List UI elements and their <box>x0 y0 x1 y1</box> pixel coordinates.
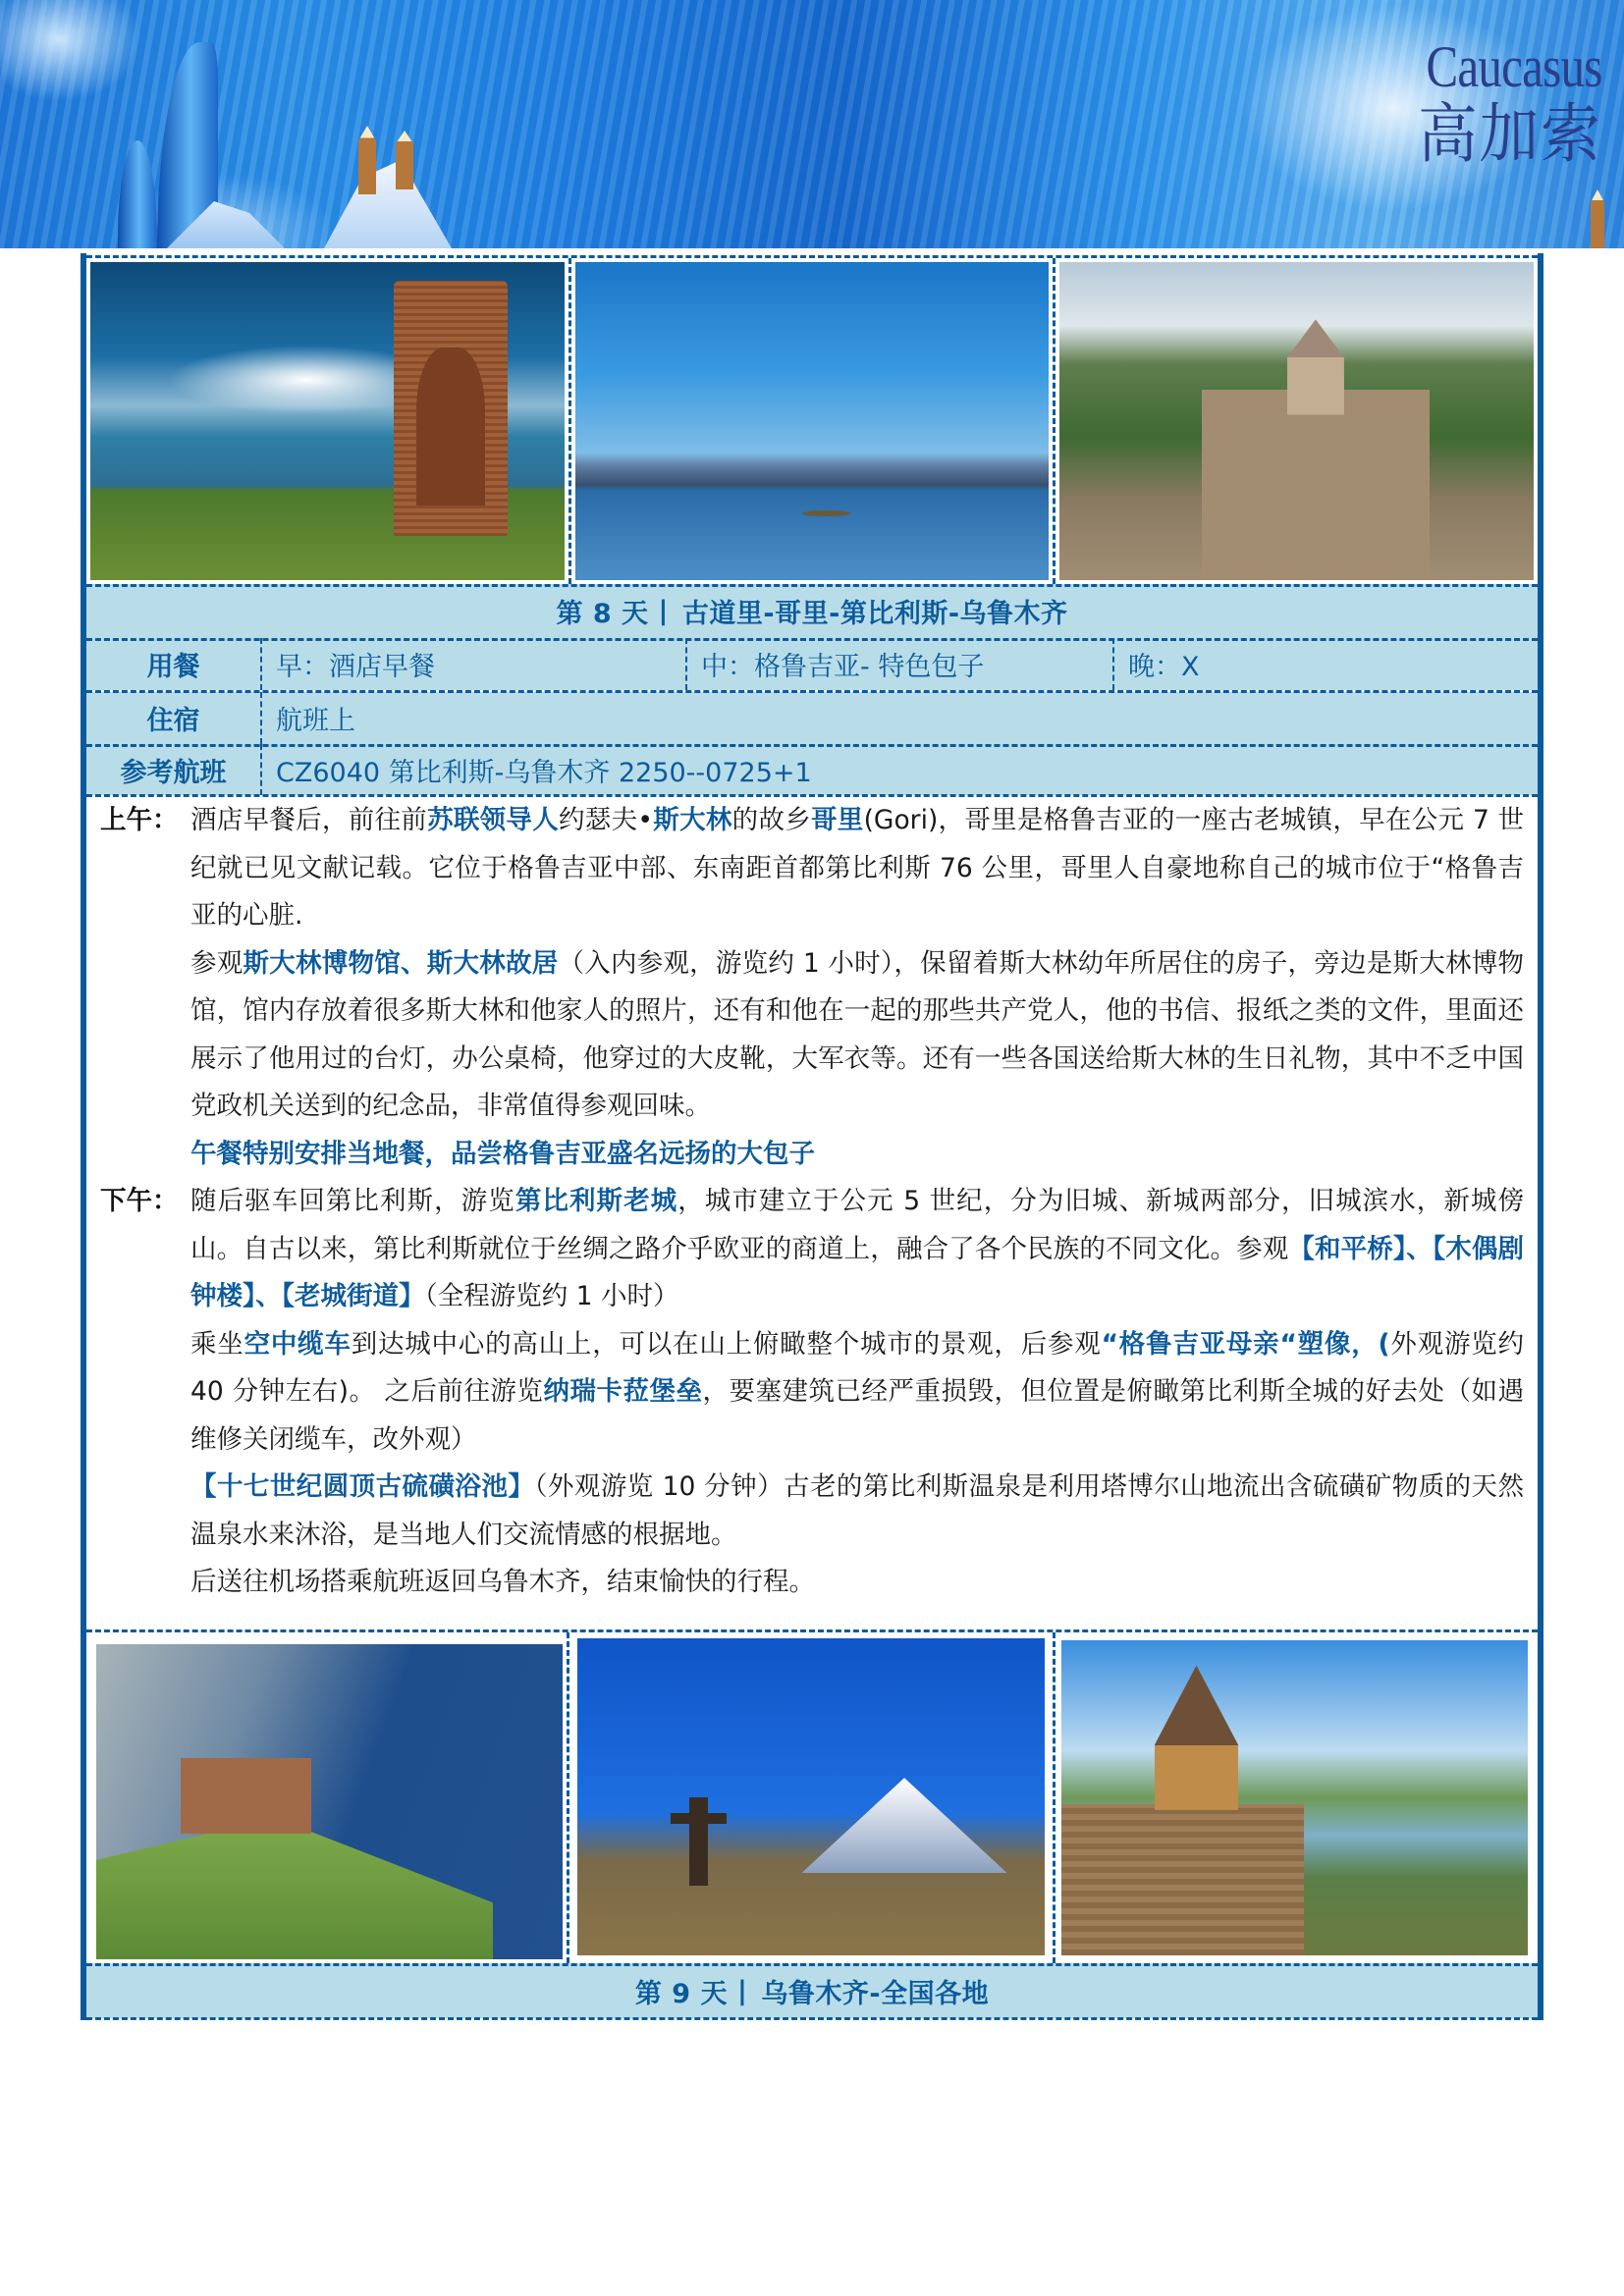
highlight-stalin: 斯大林 <box>653 805 732 835</box>
title-separator: | <box>658 596 669 626</box>
day9-route: 乌鲁木齐-全国各地 <box>761 1978 990 2009</box>
photo-cell <box>86 1632 567 1963</box>
morning-section <box>100 797 1524 1178</box>
day9-title <box>86 1963 1538 2018</box>
day9-title-bar <box>86 1963 1538 2018</box>
flight-row <box>86 744 1538 795</box>
afternoon-paragraph-1 <box>190 1178 1524 1321</box>
header-banner <box>0 0 1624 248</box>
breakfast-cell: 早：酒店早餐 <box>262 638 687 690</box>
lunch-cell: 中：格鲁吉亚- 特色包子 <box>687 638 1114 690</box>
meals-label: 用餐 <box>86 638 262 690</box>
banner-title-zh: 高加索 <box>1418 96 1602 172</box>
highlight-tbilisi-old-town: 第比利斯老城 <box>514 1186 678 1216</box>
flight-value: CZ6040 第比利斯-乌鲁木齐 2250--0725+1 <box>276 757 812 788</box>
flight-label: 参考航班 <box>86 744 262 795</box>
dinner-cell: 晚：X <box>1128 652 1200 682</box>
lodging-row <box>86 692 1538 744</box>
highlight-sulfur-baths: 【十七世纪圆顶古硫磺浴池】 <box>190 1471 535 1502</box>
itinerary-frame <box>81 253 1543 2020</box>
divider <box>86 690 1538 693</box>
text-run: 到达城中心的高山上，可以在山上俯瞰整个城市的景观，后参观 <box>351 1328 1102 1360</box>
church-spire-image <box>396 131 413 189</box>
top-photo-row <box>86 258 1538 584</box>
text-run: 随后驱车回第比利斯，游览 <box>190 1186 515 1216</box>
itinerary-body <box>100 797 1524 1607</box>
church-spire-image <box>358 126 376 194</box>
day8-route: 古道里-哥里-第比利斯-乌鲁木齐 <box>681 599 1068 629</box>
gergeti-church-photo <box>96 1644 563 1959</box>
highlight-sights: 【和平桥】、【木偶剧钟楼】、【老城街道】 <box>190 1233 1525 1311</box>
morning-paragraph-1 <box>190 797 1524 940</box>
lodging-value: 航班上 <box>276 706 355 736</box>
banner-title <box>1387 34 1602 172</box>
kazbek-mountain-photo <box>577 1638 1044 1955</box>
text-run: 酒店早餐后，前往前 <box>190 805 428 835</box>
morning-paragraph-2 <box>190 940 1524 1131</box>
hill-image <box>324 160 452 248</box>
photo-cell <box>567 1632 1052 1963</box>
afternoon-paragraph-3 <box>190 1464 1524 1559</box>
day8-title-bar <box>86 584 1538 638</box>
text-run: 约瑟夫• <box>559 805 654 835</box>
text-run: （全程游览约 1 小时） <box>424 1281 679 1311</box>
photo-cell <box>1053 258 1538 584</box>
highlight-cable-car: 空中缆车 <box>244 1328 352 1360</box>
bottom-photo-row <box>86 1632 1538 1963</box>
text-run: 参观 <box>190 947 244 979</box>
lake-mountains-photo <box>575 262 1050 580</box>
highlight-mother-georgia: “格鲁吉亚母亲“塑像，( <box>1101 1328 1390 1360</box>
divider <box>86 2017 1538 2020</box>
afternoon-paragraph-4 <box>190 1559 1524 1607</box>
text-run: （入内参观，游览约 1 小时），保留着斯大林幼年所居住的房子，旁边是斯大林博物馆，馆内存放着很多斯大林和他家人的照片，还有和他在一起的那些共产党人，他的书信、报纸之类的文件，里面还展示了他用过的台灯，办公桌椅，他穿过的大皮靴，大军衣等。还有一些各国送给斯大林的生日礼物，其中不乏中国党政机关送到的纪念品，非常值得参观回味。 <box>190 947 1525 1121</box>
khachkar-lake-photo <box>90 262 565 580</box>
photo-cell <box>1053 1632 1538 1963</box>
morning-tag: 上午： <box>100 805 179 835</box>
highlight-soviet-leader: 苏联领导人 <box>427 805 560 835</box>
meals-row <box>86 638 1538 690</box>
text-run: ，城市建立于公元 5 世纪，分为旧城、新城两部分，旧城滨水，新城傍山。自古以来，第比利斯就位于丝绸之路介乎欧亚的商道上，融合了各个民族的不同文化。参观 <box>190 1186 1525 1264</box>
text-run: ，要塞建筑已经严重损毁，但位置是俯瞰第比利斯全城的好去处（如遇维修关闭缆车，改外观） <box>190 1376 1525 1455</box>
highlight-gori: 哥里 <box>811 805 864 835</box>
divider <box>86 584 1538 587</box>
highlight-narikala: 纳瑞卡菈堡垒 <box>543 1376 703 1407</box>
text-run: 外观游览约 40 分钟左右)。 之后前往游览 <box>190 1328 1525 1407</box>
day9-number: 第 9 天 <box>634 1978 728 2009</box>
photo-cell <box>86 258 568 584</box>
highlight-stalin-museum: 斯大林博物馆、斯大林故居 <box>243 947 559 979</box>
text-run: (Gori)，哥里是格鲁吉亚的一座古老城镇，早在公元 7 世纪就已见文献记载。它位于格鲁吉亚中部、东南距首都第比利斯 76 公里，哥里人自豪地称自己的城市位于“格鲁吉亚的心脏. <box>190 805 1525 931</box>
text-run: （外观游览 10 分钟）古老的第比利斯温泉是利用塔博尔山地流出含硫磺矿物质的天然温泉水来沐浴，是当地人们交流情感的根据地。 <box>190 1471 1524 1550</box>
divider <box>86 744 1538 747</box>
text-run: 乘坐 <box>190 1328 244 1360</box>
church-spire-image <box>1591 189 1604 248</box>
afternoon-section <box>100 1178 1524 1607</box>
banner-title-en: Caucasus <box>1426 34 1602 99</box>
cathedral-town-photo <box>1059 262 1534 580</box>
flame-tower-image <box>118 140 157 248</box>
lodging-label: 住宿 <box>86 692 262 744</box>
day8-title <box>86 584 1538 638</box>
ananuri-fortress-photo <box>1061 1640 1528 1955</box>
divider <box>86 1963 1538 1966</box>
day8-number: 第 8 天 <box>556 599 649 629</box>
photo-cell <box>568 258 1054 584</box>
afternoon-paragraph-2 <box>190 1321 1524 1465</box>
highlight-lunch-note: 午餐特别安排当地餐，品尝格鲁吉亚盛名远扬的大包子 <box>190 1138 815 1169</box>
text-run: 的故乡 <box>731 805 812 835</box>
title-separator: | <box>737 1975 748 2006</box>
afternoon-tag: 下午： <box>100 1186 179 1216</box>
divider <box>86 638 1538 641</box>
morning-paragraph-3 <box>190 1131 1524 1179</box>
text-run: 后送往机场搭乘航班返回乌鲁木齐，结束愉快的行程。 <box>190 1567 815 1597</box>
